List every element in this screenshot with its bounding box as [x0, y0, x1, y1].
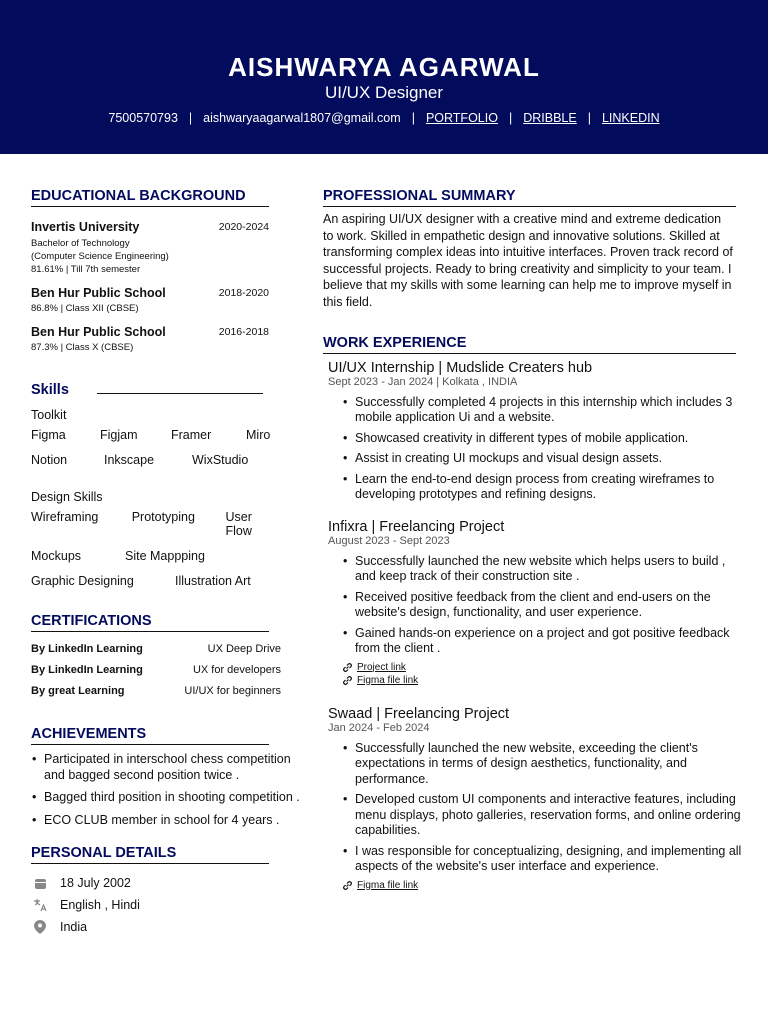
location-row	[31, 920, 281, 934]
education-years: 2018-2020	[218, 287, 269, 299]
job-bullets	[342, 554, 743, 657]
languages-row	[31, 898, 281, 912]
skills-heading-rule	[97, 393, 263, 394]
skill-row	[31, 574, 281, 588]
skills-heading-text: Skills	[31, 382, 69, 398]
languages: English , Hindi	[60, 898, 140, 912]
design-skills-label: Design Skills	[31, 490, 103, 504]
skill-tag: Notion	[31, 453, 68, 467]
email-address: aishwaryaagarwal1807@gmail.com	[203, 111, 401, 125]
skill-row	[31, 453, 281, 467]
certification-entry	[31, 664, 281, 676]
certification-issuer: By LinkedIn Learning	[31, 643, 143, 655]
certification-name: UX for developers	[192, 664, 281, 676]
right-column	[323, 188, 743, 907]
list-item: • Gained hands-on experience on a project and got positive feedback from the client .	[342, 626, 743, 657]
link-chain-icon	[342, 880, 353, 891]
list-item: • Developed custom UI components and interactive features, including menu displays, photo galleries, reservation forms, and online ordering capabilities.	[342, 792, 743, 839]
skill-tag: Graphic Designing	[31, 574, 134, 588]
work-heading: WORK EXPERIENCE	[323, 335, 736, 354]
dob-row	[31, 876, 281, 890]
certifications-heading: CERTIFICATIONS	[31, 613, 269, 632]
skill-tag: Framer	[171, 428, 212, 442]
summary-heading: PROFESSIONAL SUMMARY	[323, 188, 736, 207]
skill-tag: WixStudio	[192, 453, 249, 467]
resume-header	[0, 0, 768, 154]
school-name: Invertis University	[31, 220, 140, 234]
skill-row	[31, 428, 281, 442]
left-column	[31, 188, 300, 942]
linkedin-link[interactable]: LINKEDIN	[601, 111, 660, 125]
job-entry	[323, 706, 743, 891]
summary-text: An aspiring UI/UX designer with a creative mind and extreme dedication to work. Skilled in empathetic design and innovative solutions. Skilled at transforming complex ideas into intuitive interfaces. Proven track record of successful projects. Ready to bring creativity and simplicity to your team. I believe that my skills with some learning can help me to improve myself in this field.	[323, 212, 733, 309]
school-name: Ben Hur Public School	[31, 325, 166, 339]
link-chain-icon	[342, 675, 353, 686]
separator: |	[587, 111, 591, 125]
personal-details-heading: PERSONAL DETAILS	[31, 845, 269, 864]
skill-tag: Figjam	[100, 428, 138, 442]
skill-row	[31, 549, 281, 563]
calendar-icon	[33, 876, 47, 890]
job-date: August 2023 - Sept 2023	[328, 534, 450, 547]
certification-entry	[31, 643, 281, 655]
education-detail: 87.3% | Class X (CBSE)	[31, 342, 134, 353]
skill-tag: Figma	[31, 428, 66, 442]
skill-tag: Illustration Art	[175, 574, 251, 588]
project-link[interactable]	[342, 662, 743, 673]
achievements-heading: ACHIEVEMENTS	[31, 726, 269, 745]
list-item: • Successfully launched the new website which helps users to build , and keep track of their construction site .	[342, 554, 743, 585]
job-entry	[323, 519, 743, 686]
job-date: Sept 2023 - Jan 2024 | Kolkata , INDIA	[328, 375, 518, 388]
education-detail: (Computer Science Engineering)	[31, 251, 169, 262]
location: India	[60, 920, 88, 934]
skill-tag: Inkscape	[104, 453, 155, 467]
certification-name: UI/UX for beginners	[184, 685, 281, 697]
job-title: UI/UX Internship | Mudslide Creaters hub	[328, 359, 593, 376]
candidate-role: UI/UX Designer	[324, 83, 444, 102]
skills-heading	[31, 382, 281, 398]
certification-name: UX Deep Drive	[207, 643, 281, 655]
list-item: • ECO CLUB member in school for 4 years .	[31, 813, 305, 829]
separator: |	[411, 111, 415, 125]
education-detail: Bachelor of Technology	[31, 238, 130, 249]
list-item: • Received positive feedback from the client and end-users on the website's design, functionality, and user experience.	[342, 590, 743, 621]
figma-link-text[interactable]: Figma file link	[357, 879, 419, 891]
separator: |	[188, 111, 193, 125]
skill-row	[31, 510, 281, 538]
separator: |	[508, 111, 513, 125]
portfolio-link[interactable]: PORTFOLIO	[425, 111, 498, 125]
certification-issuer: By great Learning	[31, 685, 125, 697]
phone-number: 7500570793	[108, 111, 178, 125]
list-item: • Assist in creating UI mockups and visual design assets.	[342, 451, 743, 467]
translate-icon	[33, 898, 47, 912]
toolkit-label: Toolkit	[31, 408, 67, 422]
list-item: • Showcased creativity in different types of mobile application.	[342, 431, 743, 447]
job-title: Infixra | Freelancing Project	[328, 518, 505, 535]
list-item: • Learn the end-to-end design process from creating wireframes to developing prototypes and refining designs.	[342, 472, 743, 503]
job-title: Swaad | Freelancing Project	[328, 705, 510, 722]
skill-tag: Mockups	[31, 549, 82, 563]
figma-file-link[interactable]	[342, 675, 743, 686]
list-item: • I was responsible for conceptualizing, designing, and implementing all aspects of the website's user interface and experience.	[342, 844, 743, 875]
candidate-name: AISHWARYA AGARWAL	[228, 52, 540, 82]
link-chain-icon	[342, 662, 353, 673]
skill-tag: Prototyping	[131, 510, 195, 524]
skill-tag: User Flow	[225, 510, 252, 538]
education-entry	[31, 220, 281, 276]
list-item: • Bagged third position in shooting competition .	[31, 790, 305, 806]
certification-entry	[31, 685, 281, 697]
job-date: Jan 2024 - Feb 2024	[328, 721, 430, 734]
achievements-list	[31, 752, 305, 828]
school-name: Ben Hur Public School	[31, 286, 166, 300]
skill-tag: Miro	[246, 428, 271, 442]
job-bullets	[342, 395, 743, 503]
education-detail: 86.8% | Class XII (CBSE)	[31, 303, 139, 314]
contact-bar	[0, 111, 768, 125]
list-item: • Participated in interschool chess competition and bagged second position twice .	[31, 752, 305, 783]
project-link-text[interactable]: Project link	[357, 661, 406, 673]
skill-tag: Site Mappping	[125, 549, 205, 563]
education-entry	[31, 286, 281, 315]
education-entry	[31, 325, 281, 354]
location-pin-icon	[33, 920, 47, 934]
list-item: • Successfully completed 4 projects in this internship which includes 3 mobile application Ui and a website.	[342, 395, 743, 426]
education-heading: EDUCATIONAL BACKGROUND	[31, 188, 269, 207]
education-years: 2016-2018	[218, 326, 269, 338]
list-item: • Successfully launched the new website, exceeding the client's expectations in terms of design aesthetics, functionality, and performance.	[342, 741, 743, 788]
skill-tag: Wireframing	[31, 510, 99, 524]
certification-issuer: By LinkedIn Learning	[31, 664, 143, 676]
job-bullets	[342, 741, 743, 875]
education-years: 2020-2024	[218, 221, 269, 233]
figma-link-text[interactable]: Figma file link	[357, 674, 419, 686]
job-entry	[323, 360, 743, 503]
education-detail: 81.61% | Till 7th semester	[31, 264, 141, 275]
date-of-birth: 18 July 2002	[60, 876, 131, 890]
dribble-link[interactable]: DRIBBLE	[523, 111, 577, 125]
figma-file-link[interactable]	[342, 880, 743, 891]
